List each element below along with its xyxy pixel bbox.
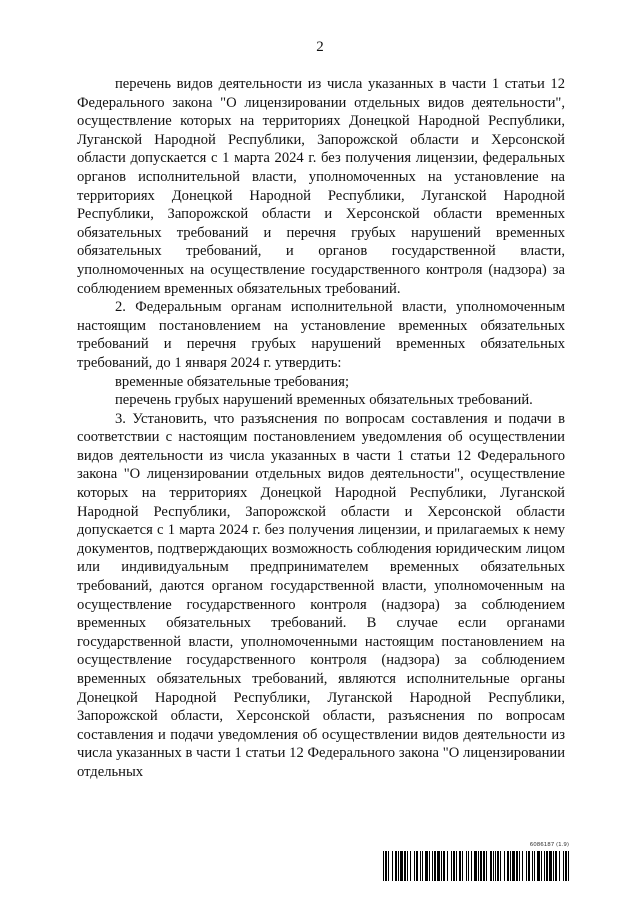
barcode-caption: 6086187 (1.9)	[529, 842, 569, 848]
document-barcode	[383, 842, 569, 882]
barcode-icon	[383, 851, 569, 881]
document-body	[77, 75, 565, 782]
paragraph-item-violations-list: перечень грубых нарушений временных обязательных требований.	[115, 392, 533, 409]
paragraph-clause-2: 2. Федеральным органам исполнительной власти, уполномоченным настоящим постановлением на установление временных обязательных требований и перечня грубых нарушений временных обязательных требований, до 1 января 2024 г. утвердить:	[77, 299, 565, 371]
page-number: 2	[316, 39, 324, 55]
paragraph-list-continuation: перечень видов деятельности из числа указанных в части 1 статьи 12 Федерального закона "О лицензировании отдельных видов деятельности", осуществление которых на территориях Донецкой Народной Республики, Луганской Народной Республики, Запорожской области и Херсонской области допускается с 1 марта 2024 г. без получения лицензии, федеральных органов исполнительной власти, уполномоченных на установление на территориях Донецкой Народной Республики, Луганской Народной Республики, Запорожской области и Херсонской области временных обязательных требований и перечня грубых нарушений временных обязательных требований, и органов государственной власти, уполномоченных на осуществление государственного контроля (надзора) за соблюдением временных обязательных требований.	[77, 76, 565, 297]
paragraph-clause-3: 3. Установить, что разъяснения по вопросам составления и подачи в соответствии с настоящим постановлением уведомления об осуществлении видов деятельности из числа указанных в части 1 статьи 12 Федерального закона "О лицензировании отдельных видов деятельности", осуществление которых на территориях Донецкой Народной Республики, Луганской Народной Республики, Запорожской области и Херсонской области допускается с 1 марта 2024 г. без получения лицензии, и прилагаемых к нему документов, подтверждающих возможность соблюдения юридическим лицом или индивидуальным предпринимателем временных обязательных требований, даются органом государственной власти, уполномоченным на осуществление государственного контроля (надзора) за соблюдением временных обязательных требований. В случае если органами государственной власти, уполномоченными настоящим постановлением на осуществление государственного контроля (надзора) за соблюдением временных обязательных требований, являются исполнительные органы Донецкой Народной Республики, Луганской Народной Республики, Запорожской области, Херсонской области, разъяснения по вопросам составления и подачи уведомления об осуществлении видов деятельности из числа указанных в части 1 статьи 12 Федерального закона "О лицензировании отдельных	[77, 410, 565, 780]
paragraph-item-requirements: временные обязательные требования;	[115, 373, 350, 390]
